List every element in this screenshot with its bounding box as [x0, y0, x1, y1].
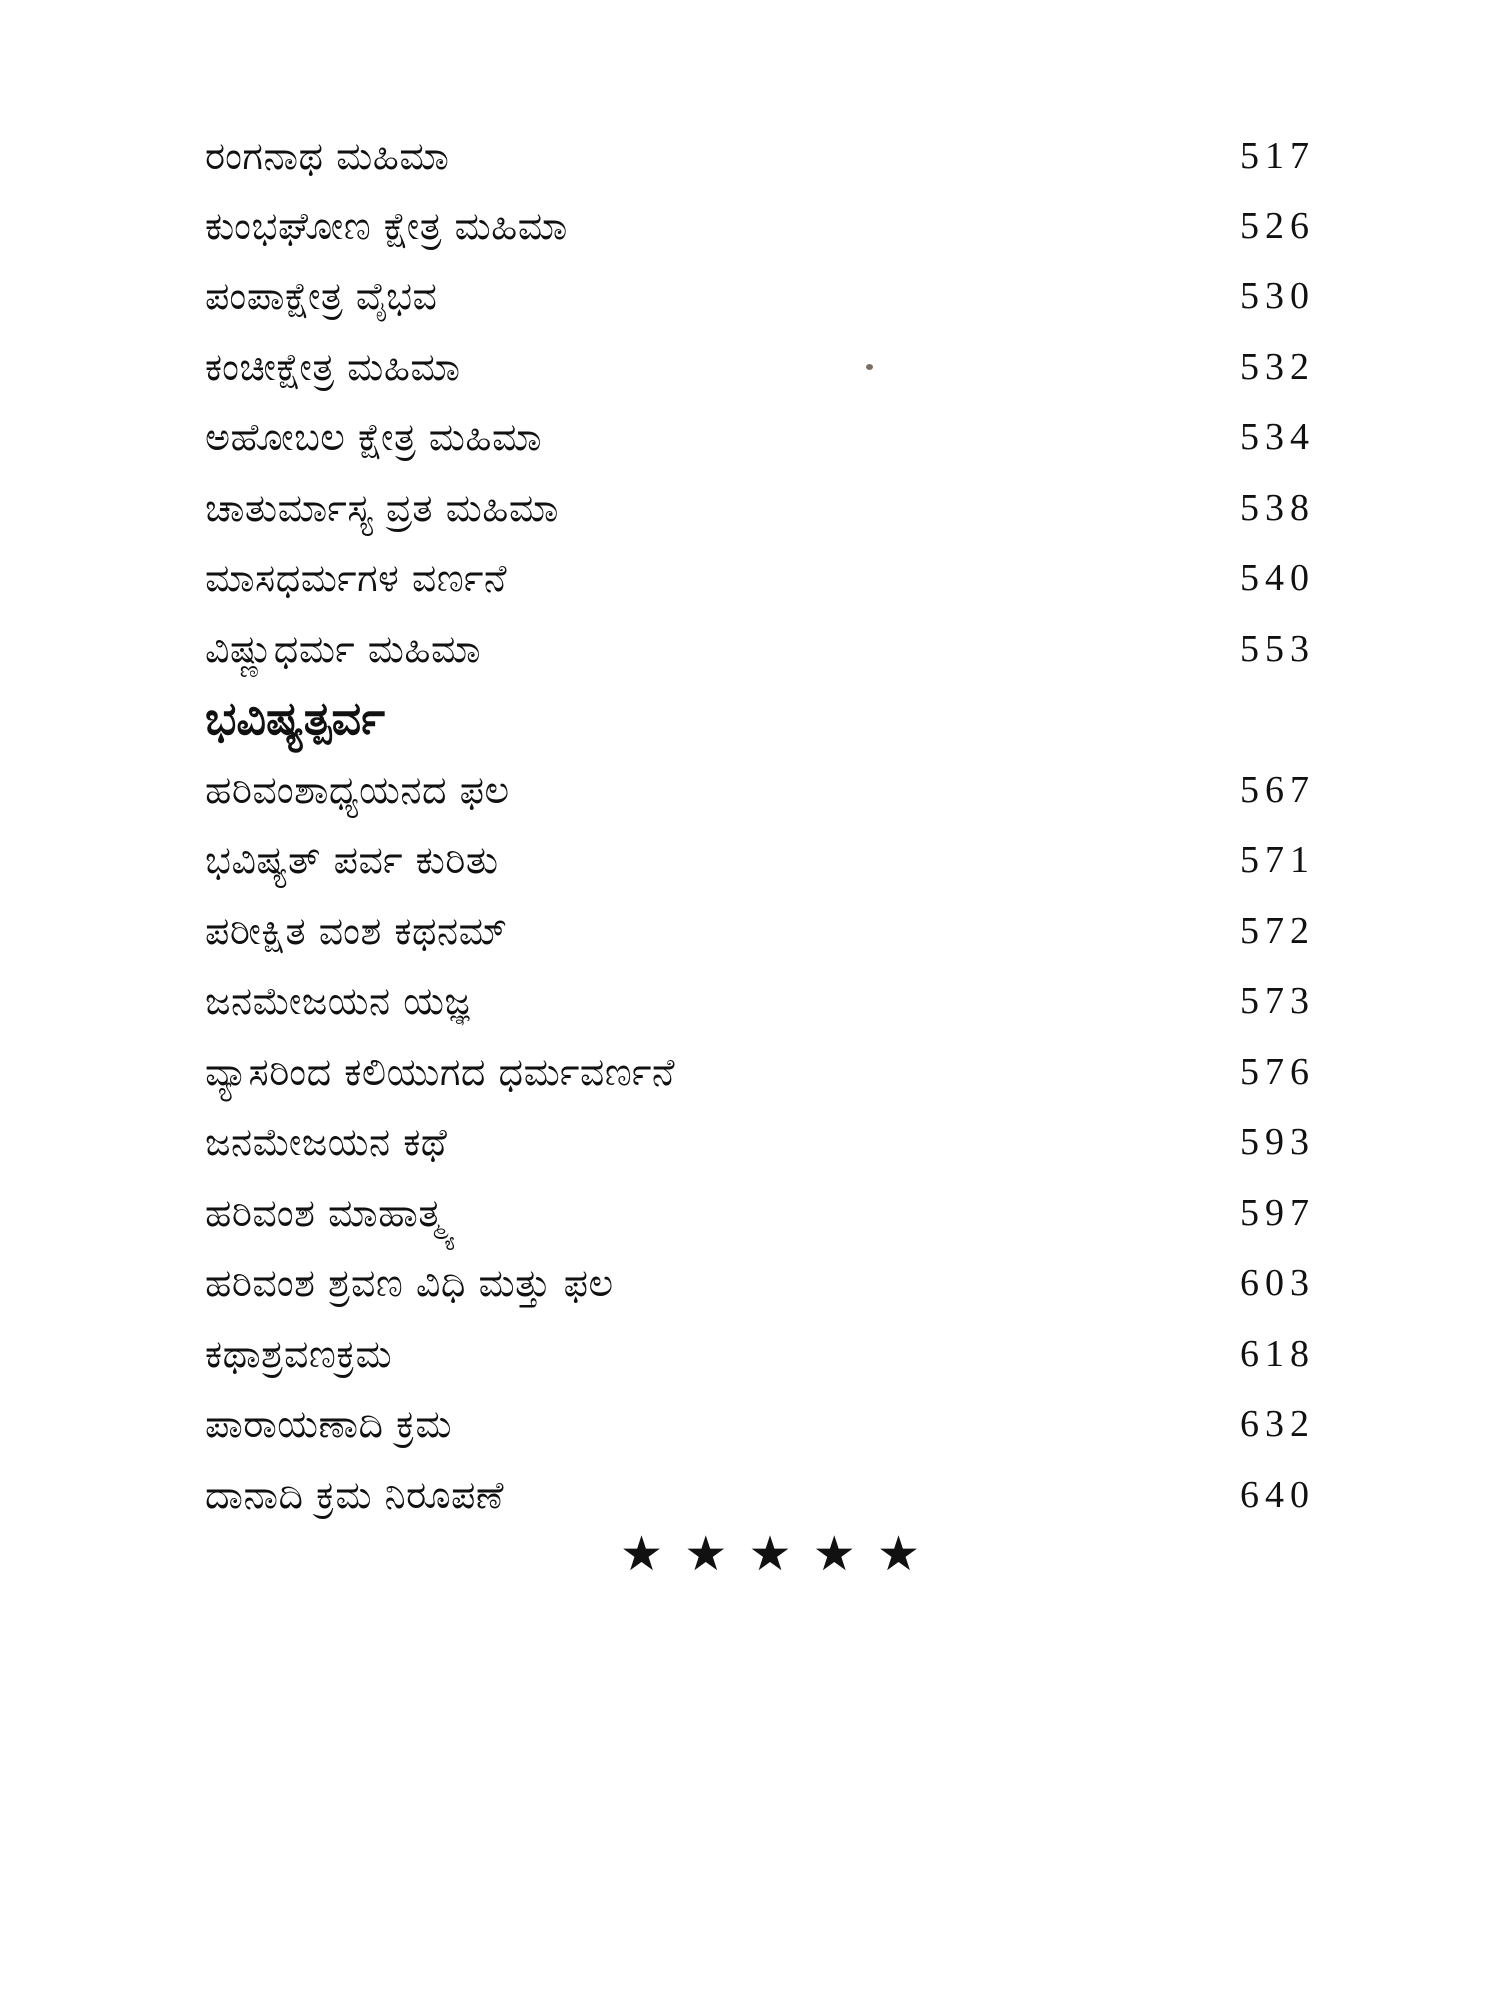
toc-entry-page: 571 [1240, 839, 1315, 881]
toc-entry-page: 530 [1240, 275, 1315, 317]
toc-row [205, 619, 1315, 679]
toc-entry-title: ಅಹೋಬಲ ಕ್ಷೇತ್ರ ಮಹಿಮಾ [205, 415, 543, 459]
toc-entry-title: ದಾನಾದಿ ಕ್ರಮ ನಿರೂಪಣೆ [205, 1473, 505, 1517]
toc-entry-page: 640 [1240, 1474, 1315, 1516]
toc-entry-title: ಹರಿವಂಶ ಶ್ರವಣ ವಿಧಿ ಮತ್ತು ಫಲ [205, 1261, 614, 1305]
toc-entry-page: 572 [1240, 910, 1315, 952]
toc-entry-page: 597 [1240, 1192, 1315, 1234]
toc-entry-page: 567 [1240, 769, 1315, 811]
section-heading: ಭವಿಷ್ಯತ್ಪರ್ವ [205, 691, 385, 745]
toc-entry-title: ಹರಿವಂಶಾಧ್ಯಯನದ ಫಲ [205, 768, 510, 812]
star-icon: ★ [620, 1526, 664, 1582]
toc-entry-page: 603 [1240, 1262, 1315, 1304]
toc-entry-page: 538 [1240, 487, 1315, 529]
toc-entry-page: 517 [1240, 135, 1315, 177]
toc-row [205, 901, 1315, 961]
toc-entry-title: ರಂಗನಾಥ ಮಹಿಮಾ [205, 134, 450, 178]
toc-row [205, 1253, 1315, 1313]
toc-entry-page: 553 [1240, 628, 1315, 670]
toc-entry-page: 534 [1240, 416, 1315, 458]
toc-entry-page: 540 [1240, 557, 1315, 599]
toc-entry-title: ಕಂಚೀಕ್ಷೇತ್ರ ಮಹಿಮಾ [205, 345, 461, 389]
toc-row [205, 971, 1315, 1031]
toc-entry-title: ಜನಮೇಜಯನ ಕಥೆ [205, 1120, 448, 1164]
toc-entry-page: 576 [1240, 1051, 1315, 1093]
toc-entry-title: ಜನಮೇಜಯನ ಯಜ್ಞ [205, 979, 471, 1023]
toc-entry-title: ಮಾಸಧರ್ಮಗಳ ವರ್ಣನೆ [205, 556, 508, 600]
toc-row [205, 1465, 1315, 1525]
toc-entry-title: ಪರೀಕ್ಷಿತ ವಂಶ ಕಥನಮ್ [205, 909, 508, 953]
toc-row [205, 1324, 1315, 1384]
toc-row [205, 196, 1315, 256]
toc-entry-page: 573 [1240, 980, 1315, 1022]
star-icon: ★ [748, 1526, 792, 1582]
star-icon: ★ [876, 1526, 920, 1582]
toc-row [205, 478, 1315, 538]
star-icon: ★ [812, 1526, 856, 1582]
scan-speck [866, 364, 873, 370]
toc-entry-page: 632 [1240, 1403, 1315, 1445]
end-ornament [620, 1524, 920, 1584]
toc-entry-title: ಕಥಾಶ್ರವಣಕ್ರಮ [205, 1332, 393, 1376]
toc-row [205, 266, 1315, 326]
toc-entry-title: ಪಂಪಾಕ್ಷೇತ್ರ ವೈಭವ [205, 274, 438, 318]
toc-entry-title: ಹರಿವಂಶ ಮಾಹಾತ್ಮ್ಯ [205, 1191, 451, 1235]
toc-entry-title: ವಿಷ್ಣುಧರ್ಮ ಮಹಿಮಾ [205, 627, 482, 671]
toc-row [205, 760, 1315, 820]
star-icon: ★ [684, 1526, 728, 1582]
toc-entry-title: ಪಾರಾಯಣಾದಿ ಕ್ರಮ [205, 1402, 453, 1446]
toc-row [205, 407, 1315, 467]
toc-row [205, 126, 1315, 186]
toc-entry-page: 532 [1240, 346, 1315, 388]
toc-entry-title: ವ್ಯಾಸರಿಂದ ಕಲಿಯುಗದ ಧರ್ಮವರ್ಣನೆ [205, 1050, 676, 1094]
toc-row [205, 1394, 1315, 1454]
toc-entry-title: ಚಾತುರ್ಮಾಸ್ಯ ವ್ರತ ಮಹಿಮಾ [205, 486, 559, 530]
toc-entry-page: 618 [1240, 1333, 1315, 1375]
toc-entry-title: ಭವಿಷ್ಯತ್ ಪರ್ವ ಕುರಿತು [205, 838, 499, 882]
toc-row [205, 337, 1315, 397]
toc-row [205, 1042, 1315, 1102]
toc-entry-page: 593 [1240, 1121, 1315, 1163]
toc-row [205, 548, 1315, 608]
toc-entry-title: ಕುಂಭಘೋಣ ಕ್ಷೇತ್ರ ಮಹಿಮಾ [205, 204, 568, 248]
toc-row [205, 1112, 1315, 1172]
toc-entry-page: 526 [1240, 205, 1315, 247]
toc-row [205, 830, 1315, 890]
toc-row [205, 1183, 1315, 1243]
